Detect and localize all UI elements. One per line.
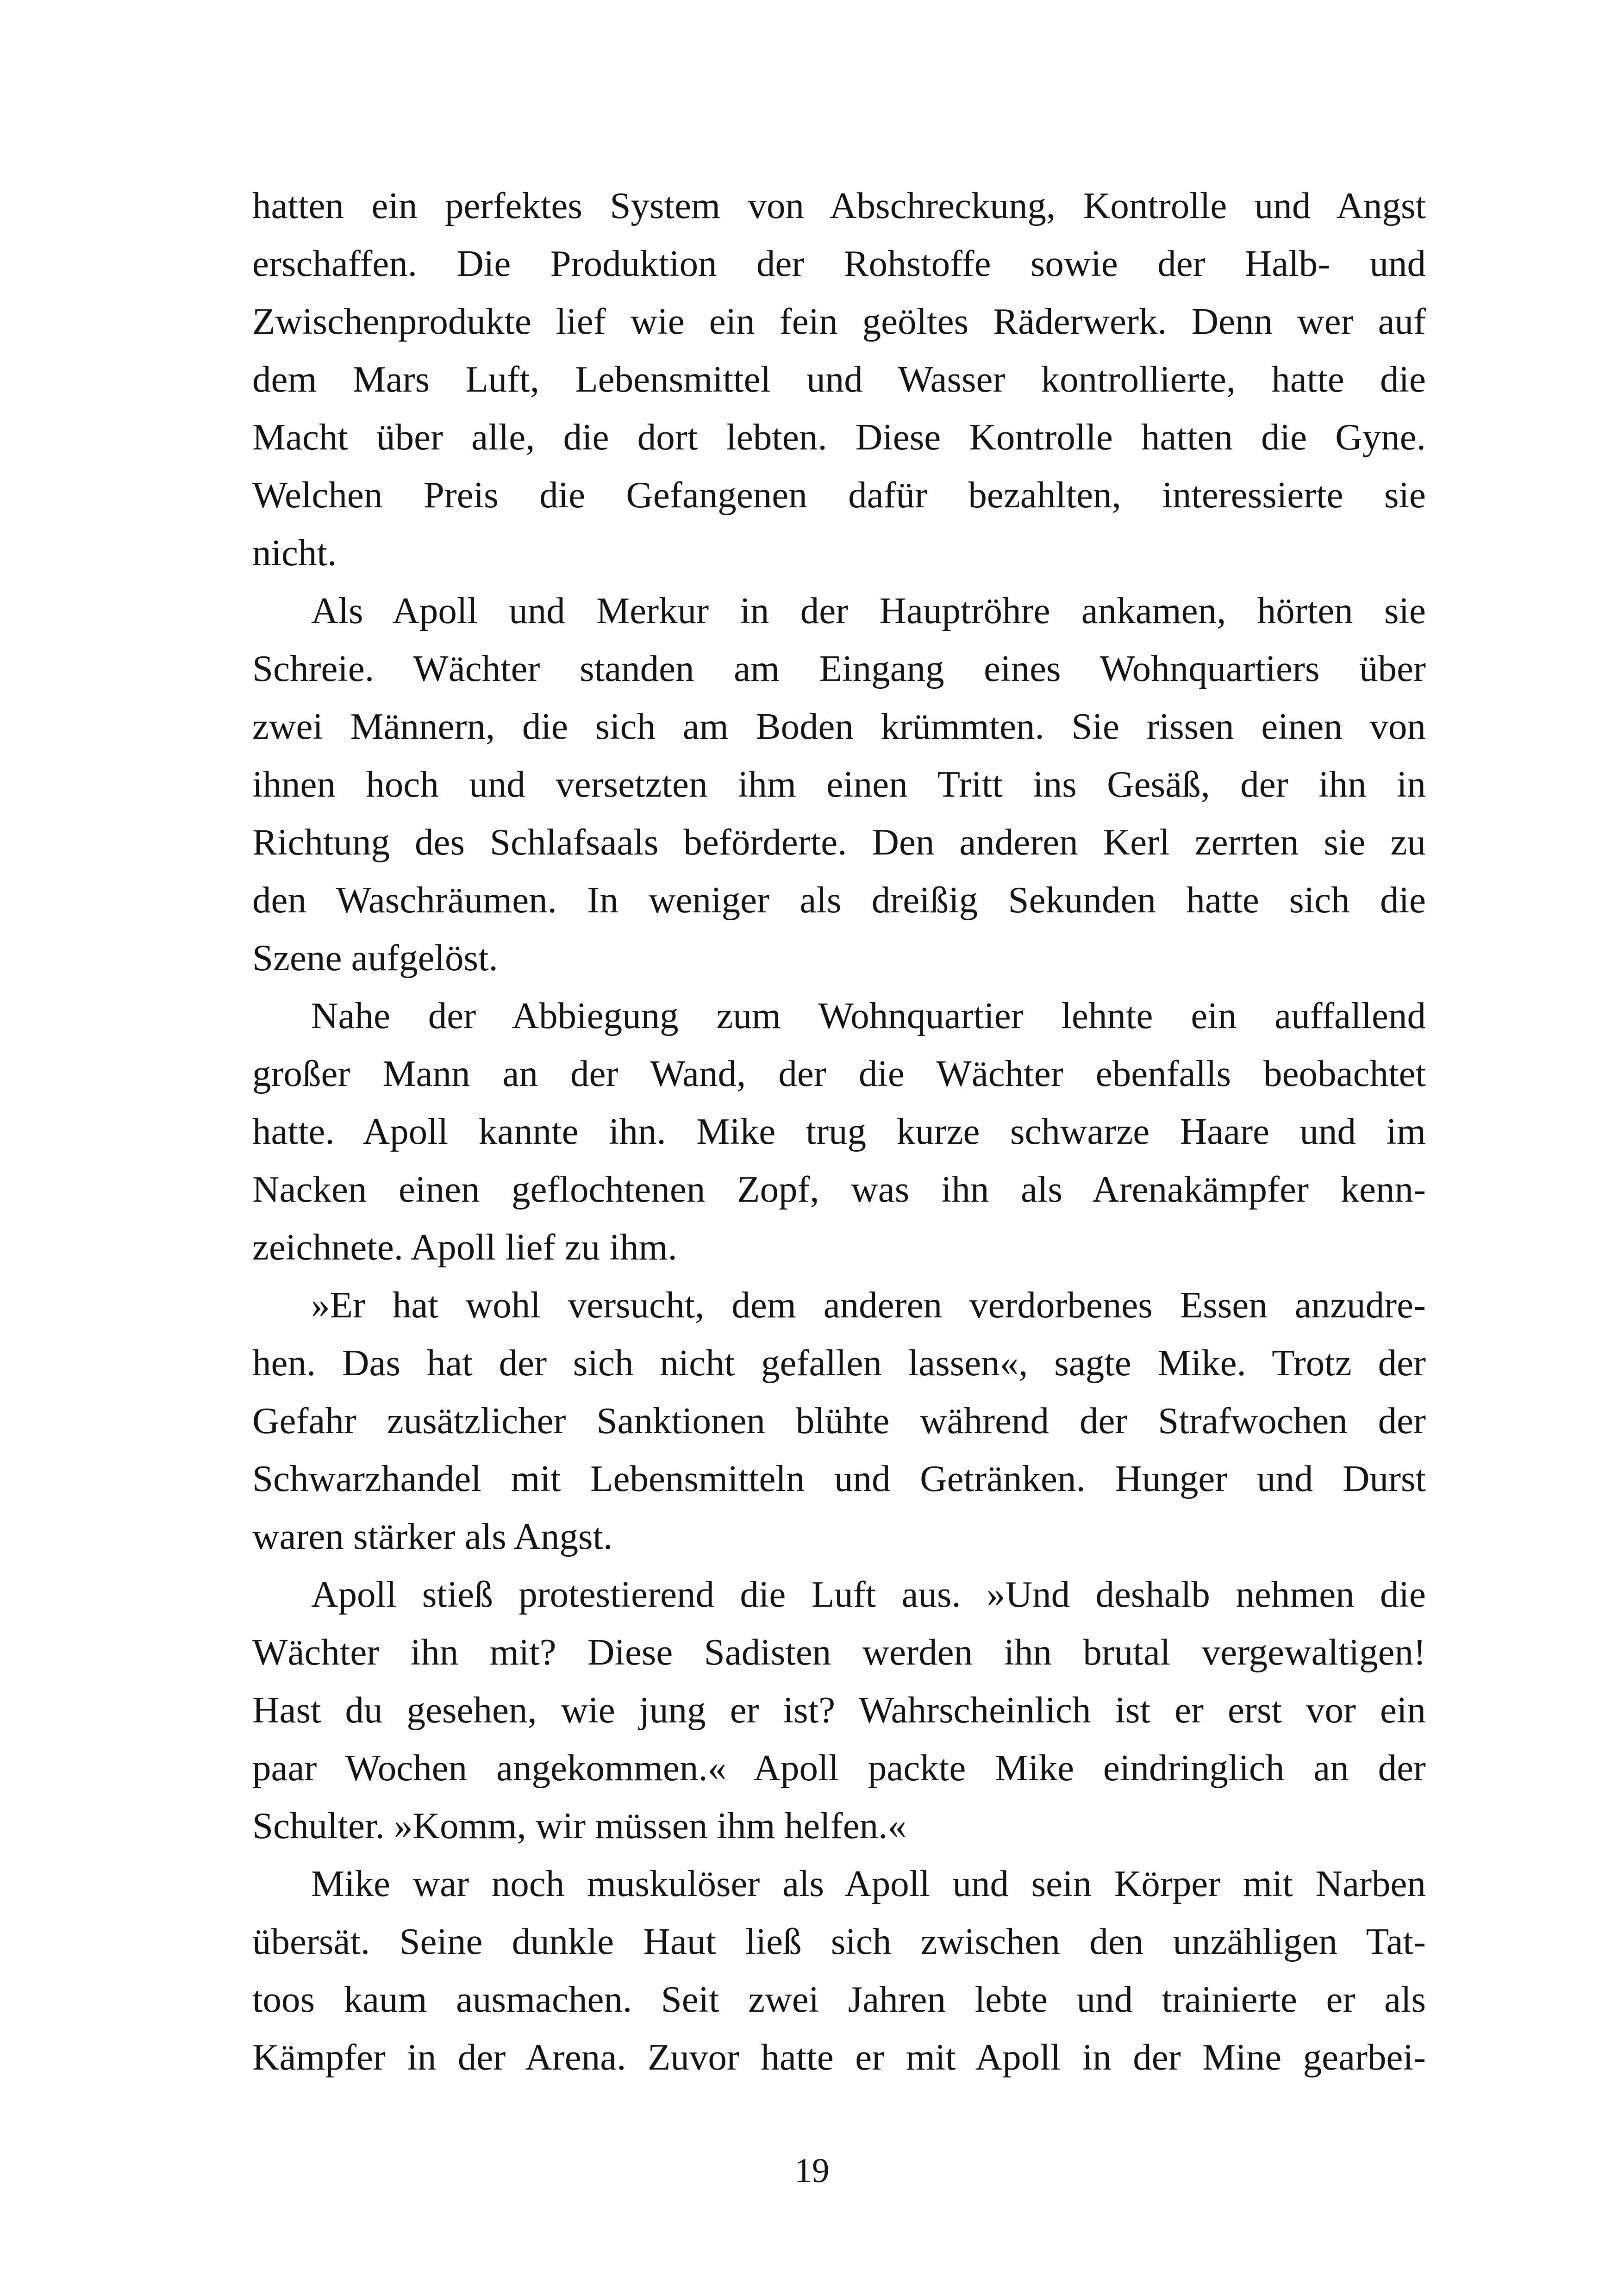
- text-line: Schreie. Wächter standen am Eingang eines Wohnquartiers über: [252, 648, 1426, 689]
- text-line: den Waschräumen. In weniger als dreißig Sekunden hatte sich die: [252, 879, 1426, 921]
- text-line: »Er hat wohl versucht, dem anderen verdorbenes Essen anzudre-: [311, 1284, 1426, 1326]
- page-number: 19: [794, 2152, 830, 2190]
- text-line: ihnen hoch und versetzten ihm einen Tritt ins Gesäß, der ihn in: [252, 763, 1426, 805]
- text-line: Nacken einen geflochtenen Zopf, was ihn als Arenakämpfer kenn-: [252, 1168, 1426, 1210]
- paragraph-1: [252, 177, 1426, 582]
- text-line: Schulter. »Komm, wir müssen ihm helfen.«: [252, 1805, 906, 1846]
- text-line: hatten ein perfektes System von Abschreckung, Kontrolle und Angst: [252, 185, 1426, 226]
- text-line: paar Wochen angekommen.« Apoll packte Mike eindringlich an der: [252, 1747, 1426, 1789]
- text-line: hatte. Apoll kannte ihn. Mike trug kurze schwarze Haare und im: [252, 1110, 1426, 1152]
- text-line: Macht über alle, die dort lebten. Diese Kontrolle hatten die Gyne.: [252, 416, 1426, 458]
- text-line: Richtung des Schlafsaals beförderte. Den anderen Kerl zerrten sie zu: [252, 821, 1426, 863]
- text-line: Mike war noch muskulöser als Apoll und sein Körper mit Narben: [311, 1863, 1426, 1904]
- paragraph-2: [252, 582, 1426, 987]
- paragraph-4: [252, 1276, 1426, 1565]
- text-line: dem Mars Luft, Lebensmittel und Wasser kontrollierte, hatte die: [252, 358, 1426, 400]
- text-line: zeichnete. Apoll lief zu ihm.: [252, 1226, 677, 1268]
- text-line: übersät. Seine dunkle Haut ließ sich zwischen den unzähligen Tat-: [252, 1921, 1426, 1962]
- text-line: nicht.: [252, 532, 337, 574]
- paragraph-5: [252, 1565, 1426, 1855]
- paragraph-6: [252, 1855, 1426, 2086]
- text-line: Gefahr zusätzlicher Sanktionen blühte während der Strafwochen der: [252, 1400, 1426, 1441]
- paragraph-3: [252, 987, 1426, 1276]
- text-line: erschaffen. Die Produktion der Rohstoffe sowie der Halb- und: [252, 243, 1426, 284]
- text-line: Hast du gesehen, wie jung er ist? Wahrscheinlich ist er erst vor ein: [252, 1689, 1426, 1731]
- text-line: Szene aufgelöst.: [252, 937, 498, 979]
- text-line: Zwischenprodukte lief wie ein fein geöltes Räderwerk. Denn wer auf: [252, 300, 1426, 342]
- text-line: Als Apoll und Merkur in der Hauptröhre ankamen, hörten sie: [311, 590, 1426, 631]
- text-line: toos kaum ausmachen. Seit zwei Jahren lebte und trainierte er als: [252, 1978, 1426, 2020]
- text-line: Schwarzhandel mit Lebensmitteln und Getränken. Hunger und Durst: [252, 1458, 1426, 1499]
- text-line: Nahe der Abbiegung zum Wohnquartier lehnte ein auffallend: [311, 995, 1426, 1036]
- text-line: Apoll stieß protestierend die Luft aus. »Und deshalb nehmen die: [311, 1573, 1426, 1615]
- text-line: Welchen Preis die Gefangenen dafür bezahlten, interessierte sie: [252, 474, 1426, 516]
- body-text: [252, 177, 1426, 2086]
- text-line: waren stärker als Angst.: [252, 1515, 613, 1557]
- text-line: hen. Das hat der sich nicht gefallen lassen«, sagte Mike. Trotz der: [252, 1342, 1426, 1384]
- text-line: großer Mann an der Wand, der die Wächter ebenfalls beobachtet: [252, 1053, 1426, 1094]
- text-line: zwei Männern, die sich am Boden krümmten. Sie rissen einen von: [252, 705, 1426, 747]
- text-line: Kämpfer in der Arena. Zuvor hatte er mit Apoll in der Mine gearbei-: [252, 2036, 1426, 2078]
- text-line: Wächter ihn mit? Diese Sadisten werden ihn brutal vergewaltigen!: [252, 1631, 1426, 1673]
